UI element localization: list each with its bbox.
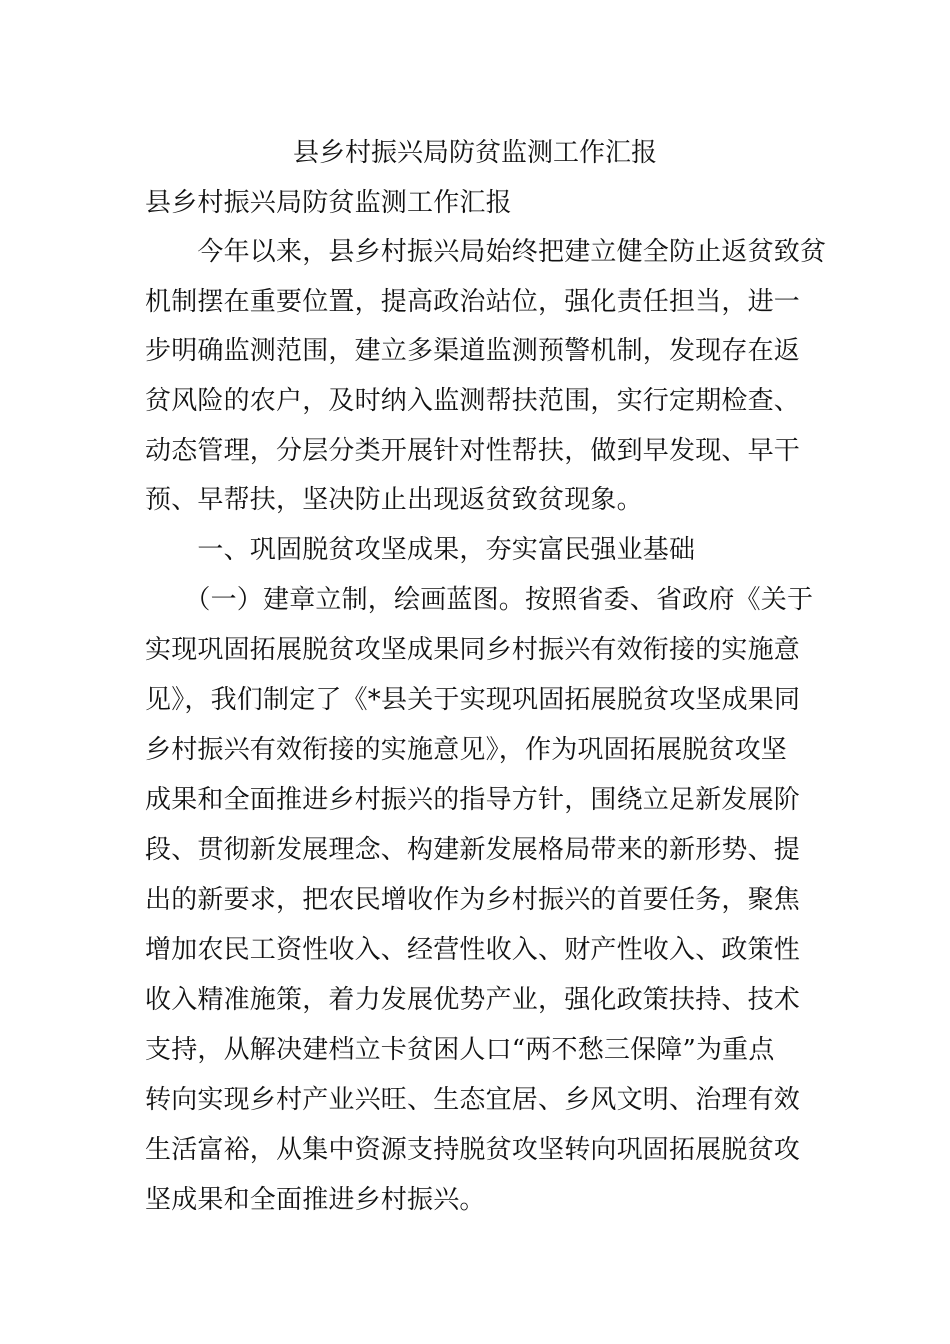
paragraph-line: 乡村振兴有效衔接的实施意见》，作为巩固拓展脱贫攻坚 xyxy=(145,735,788,765)
paragraph-line: 机制摆在重要位置，提高政治站位，强化责任担当，进一 xyxy=(145,287,801,317)
paragraph-line: 段、贯彻新发展理念、构建新发展格局带来的新形势、提 xyxy=(145,835,801,865)
paragraph-line: 生活富裕，从集中资源支持脱贫攻坚转向巩固拓展脱贫攻 xyxy=(145,1135,801,1165)
paragraph-line: 预、早帮扶，坚决防止出现返贫致贫现象。 xyxy=(145,485,643,515)
paragraph-line: 出的新要求，把农民增收作为乡村振兴的首要任务，聚焦 xyxy=(145,885,801,915)
document-title: 县乡村振兴局防贫监测工作汇报 xyxy=(292,138,657,168)
document-subtitle: 县乡村振兴局防贫监测工作汇报 xyxy=(145,188,512,218)
paragraph-line: 收入精准施策，着力发展优势产业，强化政策扶持、技术 xyxy=(145,985,801,1015)
section-heading: 一、巩固脱贫攻坚成果，夯实富民强业基础 xyxy=(145,535,696,565)
paragraph-line: 支持，从解决建档立卡贫困人口“两不愁三保障”为重点 xyxy=(145,1035,775,1065)
paragraph-line: 今年以来，县乡村振兴局始终把建立健全防止返贫致贫 xyxy=(145,237,827,267)
paragraph-line: 贫风险的农户，及时纳入监测帮扶范围，实行定期检查、 xyxy=(145,386,801,416)
paragraph-line: 成果和全面推进乡村振兴的指导方针，围绕立足新发展阶 xyxy=(145,785,801,815)
paragraph-line: 实现巩固拓展脱贫攻坚成果同乡村振兴有效衔接的实施意 xyxy=(145,635,801,665)
paragraph-line: 增加农民工资性收入、经营性收入、财产性收入、政策性 xyxy=(145,935,801,965)
paragraph-line: 动态管理，分层分类开展针对性帮扶，做到早发现、早干 xyxy=(145,436,801,466)
paragraph-line: 坚成果和全面推进乡村振兴。 xyxy=(145,1185,486,1215)
paragraph-line: 见》，我们制定了《*县关于实现巩固拓展脱贫攻坚成果同 xyxy=(145,685,801,715)
paragraph-line: （一）建章立制，绘画蓝图。按照省委、省政府《关于 xyxy=(145,585,814,615)
paragraph-line: 转向实现乡村产业兴旺、生态宜居、乡风文明、治理有效 xyxy=(145,1085,801,1115)
paragraph-line: 步明确监测范围，建立多渠道监测预警机制，发现存在返 xyxy=(145,336,801,366)
